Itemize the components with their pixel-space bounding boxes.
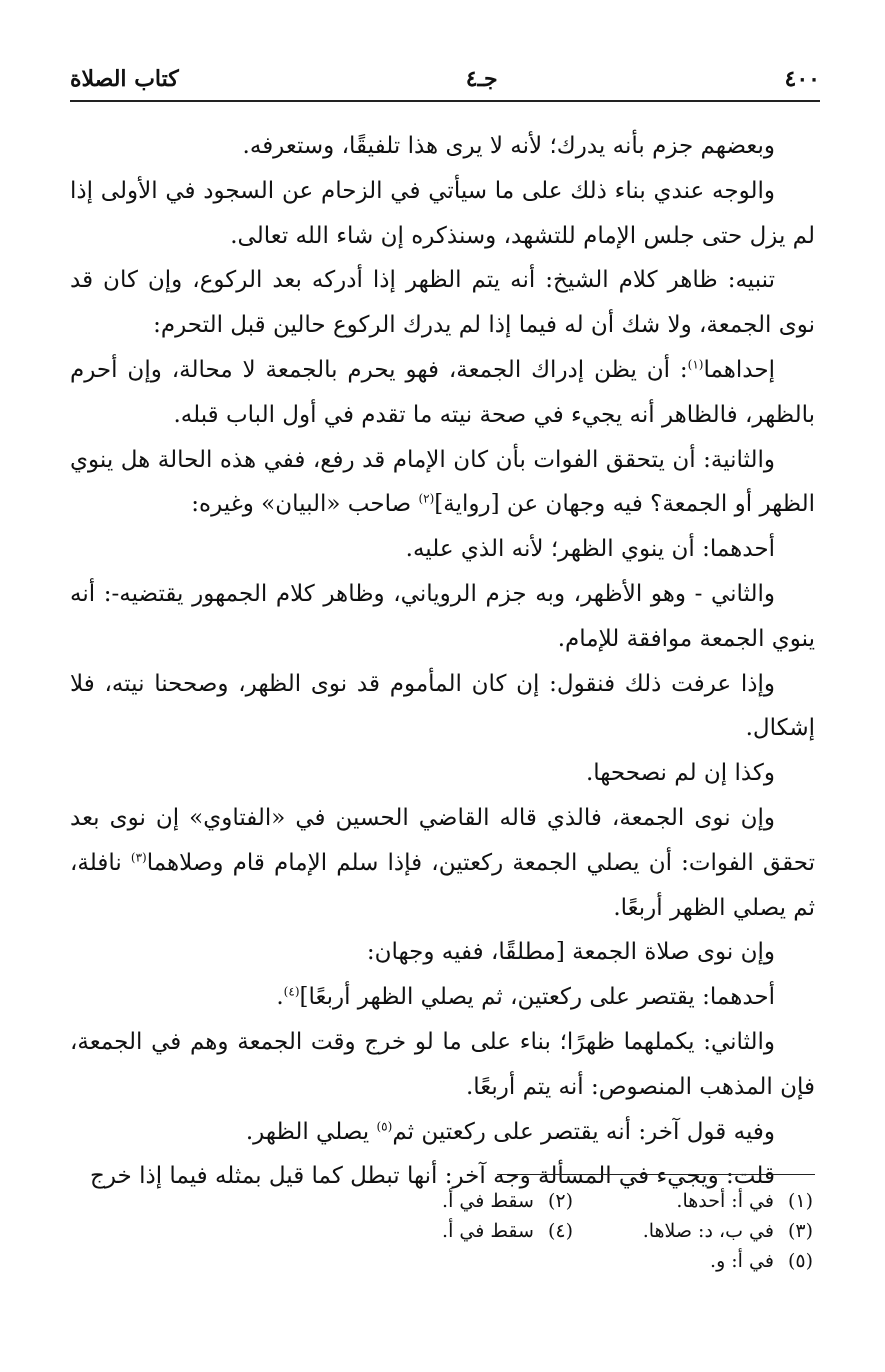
- page-number: ٤٠٠: [784, 66, 820, 92]
- footnote-number: (٢): [547, 1190, 573, 1212]
- paragraph: [70, 348, 815, 438]
- footnote-ref: (٤): [283, 984, 300, 999]
- footnote-text: في أ: و.: [710, 1250, 774, 1272]
- footnote-ref: (٢): [418, 491, 435, 506]
- footnote-ref: (٥): [376, 1118, 393, 1133]
- text-run: صاحب «البيان» وغيره:: [191, 491, 419, 518]
- text-run: : أن يظن إدراك الجمعة، فهو يحرم بالجمعة لا محالة، وإن أحرم بالظهر، فالظاهر أنه يجيء في صحة نيته ما تقدم في أول الباب قبله.: [70, 356, 815, 428]
- footnote-text: سقط في أ.: [442, 1190, 534, 1212]
- text-run: إحداهما: [703, 356, 775, 383]
- paragraph: والثاني: يكملهما ظهرًا؛ بناء على ما لو خرج وقت الجمعة وهم في الجمعة، فإن المذهب المنصوص: أنه يتم أربعًا.: [70, 1028, 815, 1100]
- header-rule: [70, 100, 820, 102]
- paragraph: والثاني - وهو الأظهر، وبه جزم الروياني، وظاهر كلام الجمهور يقتضيه-: أنه ينوي الجمعة موافقة للإمام.: [70, 580, 815, 652]
- footnote: [333, 1186, 573, 1216]
- paragraph: والوجه عندي بناء ذلك على ما سيأتي في الزحام عن السجود في الأولى إذا لم يزل حتى جلس الإمام للتشهد، وسنذكره إن شاء الله تعالى.: [70, 177, 815, 249]
- footnote-row: [300, 1246, 813, 1276]
- text-run: وفيه قول آخر: أنه يقتصر على ركعتين ثم: [392, 1118, 775, 1145]
- paragraph: وإذا عرفت ذلك فنقول: إن كان المأموم قد نوى الظهر، وصححنا نيته، فلا إشكال.: [70, 670, 815, 742]
- footnote-text: في ب، د: صلاها.: [642, 1220, 774, 1242]
- footnote-number: (٣): [787, 1220, 813, 1242]
- paragraph: قلت: ويجيء في المسألة وجه آخر: أنها تبطل كما قيل بمثله فيما إذا خرج: [90, 1163, 775, 1190]
- footnote-rule: [497, 1174, 815, 1175]
- text-run: أحدهما: يقتصر على ركعتين، ثم يصلي الظهر أربعًا]: [299, 984, 775, 1011]
- paragraph: [70, 975, 815, 1020]
- footnote-row: [300, 1216, 813, 1246]
- footnote: [573, 1186, 813, 1216]
- footnote-number: (٥): [787, 1250, 813, 1272]
- paragraph: أحدهما: أن ينوي الظهر؛ لأنه الذي عليه.: [405, 536, 775, 563]
- footnote-text: سقط في أ.: [442, 1220, 534, 1242]
- volume-label: جـ٤: [465, 66, 498, 92]
- paragraph: [70, 796, 815, 930]
- footnote-ref: (١): [687, 357, 704, 372]
- book-title: كتاب الصلاة: [70, 66, 179, 92]
- footnote: [573, 1246, 813, 1276]
- footnote-row: [300, 1186, 813, 1216]
- footnote-ref: (٣): [130, 850, 147, 865]
- text-run: والثانية: أن يتحقق الفوات بأن كان الإمام قد رفع، ففي هذه الحالة هل ينوي الظهر أو الجمعة؟ فيه وجهان عن [رواية]: [70, 446, 815, 518]
- paragraph: تنبيه: ظاهر كلام الشيخ: أنه يتم الظهر إذا أدركه بعد الركوع، وإن كان قد نوى الجمعة، ولا شك أن له فيما إذا لم يدرك الركوع حالين قبل التحرم:: [70, 267, 815, 339]
- footnote-number: (١): [787, 1190, 813, 1212]
- footnote-number: (٤): [547, 1220, 573, 1242]
- footnotes: [300, 1186, 813, 1276]
- text-run: نافلة، ثم يصلي الظهر أربعًا.: [70, 849, 815, 921]
- footnote-text: في أ: أحدها.: [676, 1190, 774, 1212]
- text-run: يصلي الظهر.: [245, 1118, 377, 1145]
- paragraph: وكذا إن لم نصححها.: [585, 760, 775, 787]
- running-header: [70, 62, 820, 96]
- main-text: [70, 124, 815, 1199]
- paragraph: وبعضهم جزم بأنه يدرك؛ لأنه لا يرى هذا تلفيقًا، وستعرفه.: [242, 133, 775, 159]
- text-run: .: [276, 984, 284, 1011]
- paragraph: وإن نوى صلاة الجمعة [مطلقًا، ففيه وجهان:: [366, 939, 775, 966]
- paragraph: [70, 438, 815, 528]
- footnote: [573, 1216, 813, 1246]
- text-run: وإن نوى الجمعة، فالذي قاله القاضي الحسين في «الفتاوي» إن نوى بعد تحقق الفوات: أن يصلي الجمعة ركعتين، فإذا سلم الإمام قام وصلاهما: [70, 804, 815, 876]
- paragraph: [70, 1110, 815, 1155]
- footnote: [333, 1216, 573, 1246]
